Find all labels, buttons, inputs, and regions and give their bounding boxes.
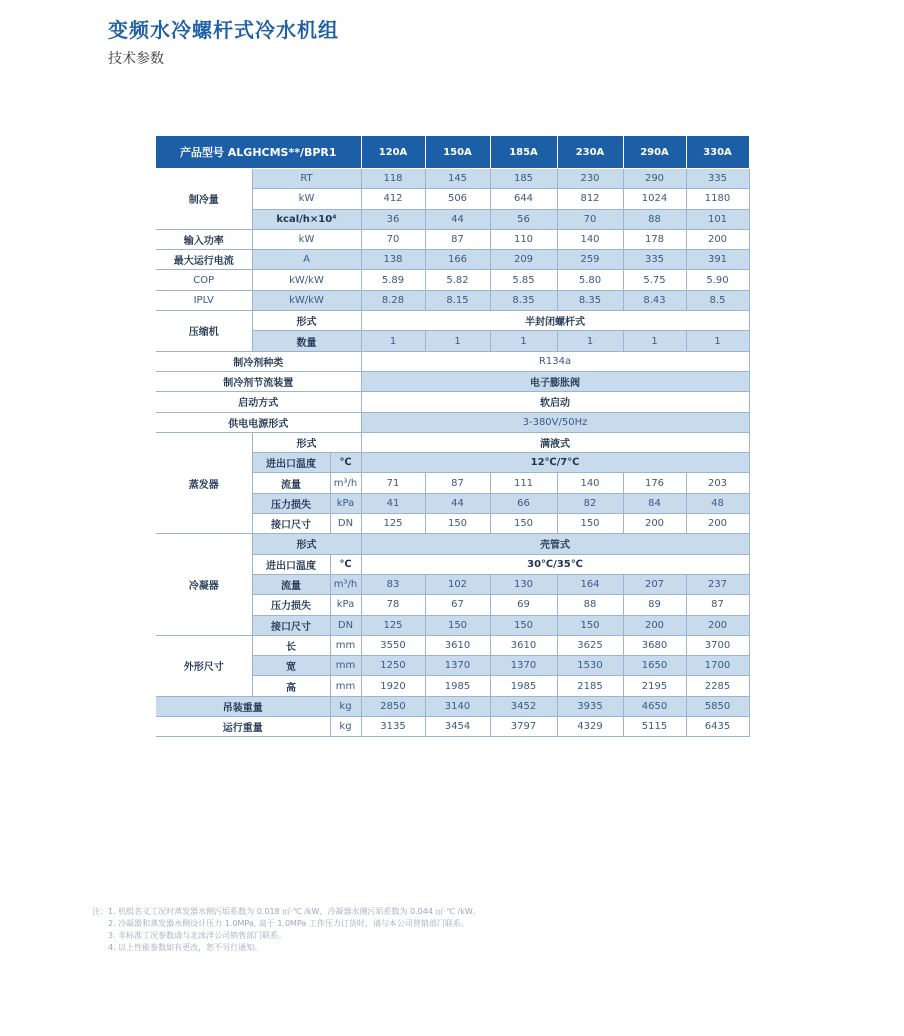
value-cell: 41 — [361, 493, 425, 513]
value-cell: 176 — [623, 473, 686, 493]
merged-value-cell: 电子膨胀阀 — [361, 371, 749, 391]
value-cell: 8.35 — [557, 290, 623, 310]
sub-label: 长 — [252, 635, 330, 655]
unit-cell: kW/kW — [252, 270, 361, 290]
unit-cell: kW — [252, 229, 361, 249]
row-label-cooling: 制冷量 — [156, 169, 252, 230]
value-cell: 140 — [557, 229, 623, 249]
value-cell: 5850 — [686, 696, 749, 716]
value-cell: 125 — [361, 615, 425, 635]
unit-cell: mm — [330, 635, 361, 655]
value-cell: 150 — [490, 615, 557, 635]
value-cell: 87 — [425, 473, 490, 493]
merged-value-cell: 软启动 — [361, 392, 749, 412]
unit-cell: ℃ — [330, 554, 361, 574]
value-cell: 87 — [686, 595, 749, 615]
value-cell: 5.75 — [623, 270, 686, 290]
value-cell: 3454 — [425, 717, 490, 737]
row-label: 运行重量 — [156, 717, 330, 737]
page-title: 变频水冷螺杆式冷水机组 — [108, 18, 339, 42]
header-cell-model-variant: 230A — [557, 136, 623, 169]
value-cell: 4650 — [623, 696, 686, 716]
unit-cell: m³/h — [330, 473, 361, 493]
header-cell-model-variant: 330A — [686, 136, 749, 169]
sub-label: 进出口温度 — [252, 554, 330, 574]
value-cell: 48 — [686, 493, 749, 513]
row-label-evaporator: 蒸发器 — [156, 432, 252, 533]
value-cell: 1180 — [686, 189, 749, 209]
value-cell: 5.90 — [686, 270, 749, 290]
footnote: 3. 非标准工况参数请与北冰洋公司销售部门联系。 — [108, 931, 287, 940]
value-cell: 5.80 — [557, 270, 623, 290]
row-label-dimensions: 外形尺寸 — [156, 635, 252, 696]
value-cell: 1370 — [490, 656, 557, 676]
table-row — [156, 290, 749, 310]
value-cell: 69 — [490, 595, 557, 615]
table-row — [156, 371, 749, 391]
value-cell: 150 — [425, 514, 490, 534]
table-row — [156, 392, 749, 412]
value-cell: 5115 — [623, 717, 686, 737]
value-cell: 200 — [623, 615, 686, 635]
value-cell: 207 — [623, 574, 686, 594]
value-cell: 36 — [361, 209, 425, 229]
value-cell: 812 — [557, 189, 623, 209]
value-cell: 44 — [425, 493, 490, 513]
value-cell: 5.85 — [490, 270, 557, 290]
value-cell: 3797 — [490, 717, 557, 737]
value-cell: 3610 — [490, 635, 557, 655]
value-cell: 230 — [557, 169, 623, 189]
merged-value-cell: 30℃/35℃ — [361, 554, 749, 574]
value-cell: 3610 — [425, 635, 490, 655]
value-cell: 1 — [557, 331, 623, 351]
sub-label: 接口尺寸 — [252, 514, 330, 534]
value-cell: 1920 — [361, 676, 425, 696]
value-cell: 150 — [490, 514, 557, 534]
table-row — [156, 351, 749, 371]
row-label: 供电电源形式 — [156, 412, 361, 432]
row-label: IPLV — [156, 290, 252, 310]
value-cell: 237 — [686, 574, 749, 594]
value-cell: 88 — [623, 209, 686, 229]
sub-label: 流量 — [252, 574, 330, 594]
row-label: 制冷剂节流装置 — [156, 371, 361, 391]
value-cell: 110 — [490, 229, 557, 249]
sub-label: 流量 — [252, 473, 330, 493]
value-cell: 4329 — [557, 717, 623, 737]
value-cell: 8.28 — [361, 290, 425, 310]
merged-value-cell: 3-380V/50Hz — [361, 412, 749, 432]
unit-cell: ℃ — [330, 453, 361, 473]
sub-label: 压力损失 — [252, 493, 330, 513]
value-cell: 83 — [361, 574, 425, 594]
table-row — [156, 635, 749, 655]
value-cell: 3140 — [425, 696, 490, 716]
value-cell: 412 — [361, 189, 425, 209]
value-cell: 3680 — [623, 635, 686, 655]
table-row — [156, 270, 749, 290]
value-cell: 84 — [623, 493, 686, 513]
row-label-condenser: 冷凝器 — [156, 534, 252, 635]
value-cell: 150 — [557, 514, 623, 534]
value-cell: 44 — [425, 209, 490, 229]
header-cell-model-variant: 150A — [425, 136, 490, 169]
row-label: 吊装重量 — [156, 696, 330, 716]
row-label: 最大运行电流 — [156, 250, 252, 270]
unit-cell: kg — [330, 717, 361, 737]
unit-cell: kcal/h×10⁴ — [252, 209, 361, 229]
merged-value-cell: 12℃/7℃ — [361, 453, 749, 473]
value-cell: 111 — [490, 473, 557, 493]
merged-value-cell: 半封闭螺杆式 — [361, 311, 749, 331]
value-cell: 145 — [425, 169, 490, 189]
value-cell: 5.82 — [425, 270, 490, 290]
unit-cell: DN — [330, 514, 361, 534]
value-cell: 203 — [686, 473, 749, 493]
value-cell: 150 — [425, 615, 490, 635]
header-cell-model-variant: 120A — [361, 136, 425, 169]
unit-cell: mm — [330, 676, 361, 696]
sub-label: 接口尺寸 — [252, 615, 330, 635]
value-cell: 125 — [361, 514, 425, 534]
value-cell: 644 — [490, 189, 557, 209]
header-cell-model-variant: 290A — [623, 136, 686, 169]
table-row — [156, 412, 749, 432]
unit-cell: kW — [252, 189, 361, 209]
value-cell: 102 — [425, 574, 490, 594]
table-row — [156, 432, 749, 452]
value-cell: 209 — [490, 250, 557, 270]
value-cell: 335 — [686, 169, 749, 189]
unit-cell: A — [252, 250, 361, 270]
value-cell: 166 — [425, 250, 490, 270]
table-row — [156, 311, 749, 331]
value-cell: 391 — [686, 250, 749, 270]
row-label: 输入功率 — [156, 229, 252, 249]
value-cell: 259 — [557, 250, 623, 270]
header-cell-model: 产品型号 ALGHCMS**/BPR1 — [156, 136, 361, 169]
table-header-row — [156, 136, 749, 169]
table-row — [156, 229, 749, 249]
value-cell: 70 — [557, 209, 623, 229]
value-cell: 3452 — [490, 696, 557, 716]
value-cell: 66 — [490, 493, 557, 513]
value-cell: 2195 — [623, 676, 686, 696]
value-cell: 88 — [557, 595, 623, 615]
value-cell: 56 — [490, 209, 557, 229]
value-cell: 101 — [686, 209, 749, 229]
unit-cell: mm — [330, 656, 361, 676]
table-row — [156, 696, 749, 716]
value-cell: 82 — [557, 493, 623, 513]
unit-cell: kW/kW — [252, 290, 361, 310]
footnote: 4. 以上性能参数如有更改，恕不另行通知。 — [108, 943, 263, 952]
value-cell: 178 — [623, 229, 686, 249]
row-label-compressor: 压缩机 — [156, 311, 252, 352]
sub-label: 宽 — [252, 656, 330, 676]
table-row — [156, 169, 749, 189]
header-cell-model-variant: 185A — [490, 136, 557, 169]
value-cell: 8.5 — [686, 290, 749, 310]
value-cell: 70 — [361, 229, 425, 249]
value-cell: 1 — [425, 331, 490, 351]
row-label: COP — [156, 270, 252, 290]
footnote: 注：1. 机组名义工况时蒸发器水侧污垢系数为 0.018 ㎡·℃ /kW，冷凝器水侧污垢系数为 0.044 ㎡·℃ /kW。 — [92, 907, 481, 916]
table-row — [156, 250, 749, 270]
value-cell: 1 — [490, 331, 557, 351]
value-cell: 130 — [490, 574, 557, 594]
value-cell: 185 — [490, 169, 557, 189]
value-cell: 1650 — [623, 656, 686, 676]
value-cell: 1985 — [490, 676, 557, 696]
value-cell: 87 — [425, 229, 490, 249]
sub-label: 形式 — [252, 432, 361, 452]
value-cell: 8.43 — [623, 290, 686, 310]
value-cell: 200 — [686, 229, 749, 249]
value-cell: 1250 — [361, 656, 425, 676]
value-cell: 5.89 — [361, 270, 425, 290]
value-cell: 78 — [361, 595, 425, 615]
value-cell: 200 — [686, 615, 749, 635]
value-cell: 1 — [361, 331, 425, 351]
value-cell: 71 — [361, 473, 425, 493]
page-subtitle: 技术参数 — [108, 51, 164, 67]
value-cell: 506 — [425, 189, 490, 209]
value-cell: 1985 — [425, 676, 490, 696]
value-cell: 290 — [623, 169, 686, 189]
footnotes — [92, 906, 481, 954]
value-cell: 3700 — [686, 635, 749, 655]
unit-cell: kPa — [330, 595, 361, 615]
unit-cell: RT — [252, 169, 361, 189]
value-cell: 1700 — [686, 656, 749, 676]
value-cell: 67 — [425, 595, 490, 615]
value-cell: 1370 — [425, 656, 490, 676]
value-cell: 3935 — [557, 696, 623, 716]
value-cell: 1530 — [557, 656, 623, 676]
merged-value-cell: 壳管式 — [361, 534, 749, 554]
sub-label: 数量 — [252, 331, 361, 351]
row-label: 制冷剂种类 — [156, 351, 361, 371]
value-cell: 138 — [361, 250, 425, 270]
value-cell: 335 — [623, 250, 686, 270]
value-cell: 118 — [361, 169, 425, 189]
merged-value-cell: R134a — [361, 351, 749, 371]
value-cell: 2185 — [557, 676, 623, 696]
value-cell: 140 — [557, 473, 623, 493]
sub-label: 形式 — [252, 311, 361, 331]
value-cell: 89 — [623, 595, 686, 615]
sub-label: 进出口温度 — [252, 453, 330, 473]
unit-cell: kg — [330, 696, 361, 716]
value-cell: 1024 — [623, 189, 686, 209]
value-cell: 3625 — [557, 635, 623, 655]
merged-value-cell: 满液式 — [361, 432, 749, 452]
row-label: 启动方式 — [156, 392, 361, 412]
value-cell: 2850 — [361, 696, 425, 716]
value-cell: 150 — [557, 615, 623, 635]
sub-label: 形式 — [252, 534, 361, 554]
value-cell: 1 — [623, 331, 686, 351]
value-cell: 3550 — [361, 635, 425, 655]
value-cell: 8.15 — [425, 290, 490, 310]
value-cell: 200 — [686, 514, 749, 534]
value-cell: 3135 — [361, 717, 425, 737]
value-cell: 2285 — [686, 676, 749, 696]
value-cell: 1 — [686, 331, 749, 351]
unit-cell: DN — [330, 615, 361, 635]
value-cell: 8.35 — [490, 290, 557, 310]
sub-label: 高 — [252, 676, 330, 696]
value-cell: 200 — [623, 514, 686, 534]
value-cell: 6435 — [686, 717, 749, 737]
sub-label: 压力损失 — [252, 595, 330, 615]
spec-table — [156, 136, 750, 737]
value-cell: 164 — [557, 574, 623, 594]
footnote: 2. 冷凝器和蒸发器水侧设计压力 1.0MPa, 高于 1.0MPa 工作压力订货时，请与本公司营销部门联系。 — [108, 919, 469, 928]
unit-cell: kPa — [330, 493, 361, 513]
table-row — [156, 717, 749, 737]
table-row — [156, 534, 749, 554]
unit-cell: m³/h — [330, 574, 361, 594]
